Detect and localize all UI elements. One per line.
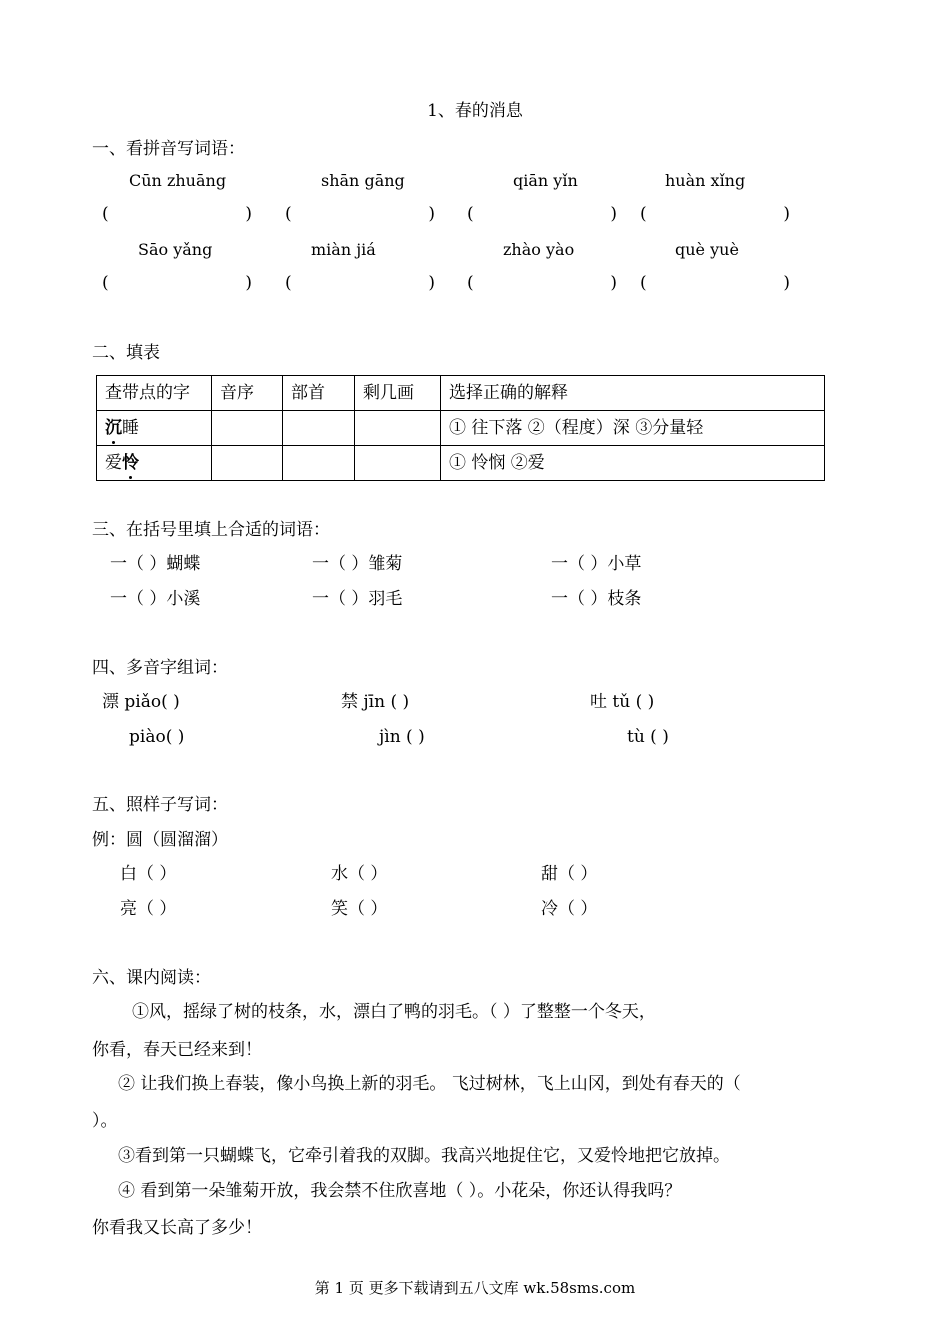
word-item[interactable]: 亮（ ） (120, 899, 177, 919)
pinyin-2: shān gāng (321, 171, 405, 190)
fill-item[interactable]: 一（ ）蝴蝶 (110, 554, 201, 574)
pinyin-3: qiān yǐn (513, 171, 578, 190)
pinyin-4: huàn xǐng (665, 171, 746, 190)
pinyin-8: què yuè (675, 240, 739, 259)
fill-item[interactable]: 一（ ）雏菊 (312, 554, 403, 574)
polyphone-item[interactable]: 禁 jīn ( ) (341, 692, 410, 712)
polyphone-item[interactable]: 漂 piǎo( ) (102, 692, 180, 712)
table-header-row (97, 376, 825, 411)
pinyin-6: miàn jiá (311, 240, 376, 259)
answer-blank[interactable]: ( ) (285, 204, 435, 224)
answer-blank[interactable]: ( ) (102, 204, 252, 224)
reading-line: 你看我又长高了多少！ (92, 1218, 262, 1238)
section-5-heading: 五、照样子写词： (92, 795, 228, 815)
answer-cell[interactable] (355, 446, 441, 481)
fill-table (96, 375, 825, 481)
word-item[interactable]: 冷（ ） (541, 899, 598, 919)
answer-blank[interactable]: ( ) (640, 273, 790, 293)
word-cell (97, 411, 212, 446)
word-item[interactable]: 甜（ ） (541, 864, 598, 884)
word-item[interactable]: 水（ ） (331, 864, 388, 884)
table-row (97, 446, 825, 481)
page-footer: 第 1 页 更多下载请到五八文库 wk.58sms.com (314, 1279, 636, 1297)
reading-line: ①风，摇绿了树的枝条，水，漂白了鸭的羽毛。（ ）了整整一个冬天， (132, 1002, 656, 1022)
answer-blank[interactable]: ( ) (467, 273, 617, 293)
polyphone-item[interactable]: tù ( ) (627, 727, 669, 747)
pinyin-7: zhào yào (503, 240, 575, 259)
answer-cell[interactable] (283, 446, 355, 481)
table-header: 选择正确的解释 (441, 376, 825, 411)
polyphone-item[interactable]: piào( ) (129, 727, 185, 747)
reading-line: ④ 看到第一朵雏菊开放，我会禁不住欣喜地（ ）。小花朵，你还认得我吗？ (118, 1181, 682, 1201)
word-rest: 睡 (122, 417, 139, 438)
answer-cell[interactable] (283, 411, 355, 446)
polyphone-item[interactable]: jìn ( ) (379, 727, 425, 747)
answer-cell[interactable] (212, 411, 283, 446)
section-1-heading: 一、看拼音写词语： (92, 139, 245, 159)
section-3-heading: 三、在括号里填上合适的词语： (92, 520, 330, 540)
table-header: 部首 (283, 376, 355, 411)
table-header: 剩几画 (355, 376, 441, 411)
section-4-heading: 四、多音字组词： (92, 658, 228, 678)
answer-blank[interactable]: ( ) (467, 204, 617, 224)
answer-blank[interactable]: ( ) (640, 204, 790, 224)
explanation-cell[interactable]: ① 往下落 ②（程度）深 ③分量轻 (441, 411, 825, 446)
dotted-char: 怜 (122, 452, 139, 473)
answer-blank[interactable]: ( ) (285, 273, 435, 293)
explanation-cell[interactable]: ① 怜悯 ②爱 (441, 446, 825, 481)
word-pre: 爱 (105, 452, 122, 473)
fill-item[interactable]: 一（ ）小溪 (110, 589, 201, 609)
polyphone-item[interactable]: 吐 tǔ ( ) (590, 692, 655, 712)
pinyin-5: Sāo yǎng (138, 240, 213, 259)
reading-line: ③看到第一只蝴蝶飞，它牵引着我的双脚。我高兴地捉住它，又爱怜地把它放掉。 (118, 1146, 730, 1166)
reading-line: 你看，春天已经来到！ (92, 1040, 262, 1060)
fill-item[interactable]: 一（ ）枝条 (551, 589, 642, 609)
reading-line: ）。 (92, 1111, 118, 1131)
table-header: 查带点的字 (97, 376, 212, 411)
example-line: 例：圆（圆溜溜） (92, 830, 228, 850)
section-2-heading: 二、填表 (92, 343, 160, 363)
word-item[interactable]: 白（ ） (120, 864, 177, 884)
fill-item[interactable]: 一（ ）小草 (551, 554, 642, 574)
reading-line: ② 让我们换上春装，像小鸟换上新的羽毛。 飞过树林，飞上山冈，到处有春天的（ (118, 1074, 741, 1094)
dotted-char: 沉 (105, 417, 122, 438)
answer-cell[interactable] (355, 411, 441, 446)
word-item[interactable]: 笑（ ） (331, 899, 388, 919)
fill-item[interactable]: 一（ ）羽毛 (312, 589, 403, 609)
page-title: 1、春的消息 (427, 101, 523, 121)
word-cell (97, 446, 212, 481)
table-row (97, 411, 825, 446)
answer-cell[interactable] (212, 446, 283, 481)
answer-blank[interactable]: ( ) (102, 273, 252, 293)
pinyin-1: Cūn zhuāng (129, 171, 227, 190)
section-6-heading: 六、课内阅读： (92, 968, 211, 988)
table-header: 音序 (212, 376, 283, 411)
